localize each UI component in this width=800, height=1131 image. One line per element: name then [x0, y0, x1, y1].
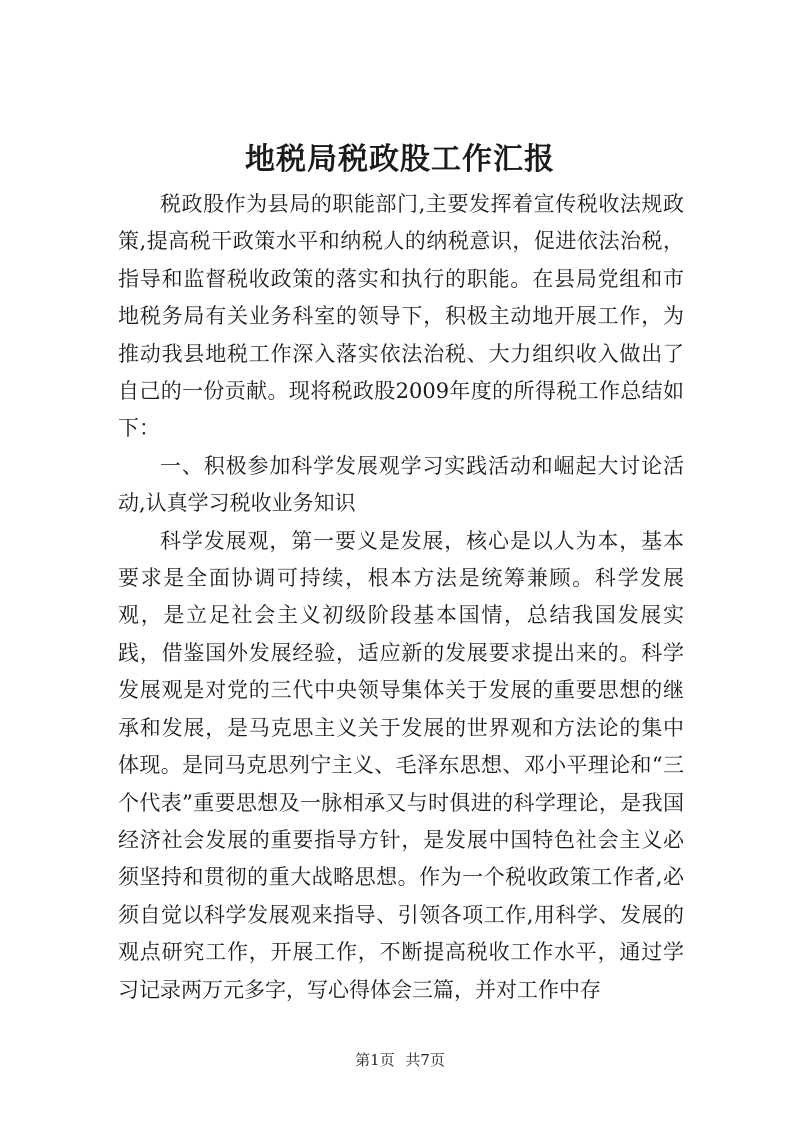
paragraph-scientific-development: 科学发展观，第一要义是发展，核心是以人为本，基本要求是全面协调可持续，根本方法是统筹兼顾。科学发展观，是立足社会主义初级阶段基本国情，总结我国发展实践，借鉴国外发展经验，适应新的发展要求提出来的。科学发展观是对党的三代中央领导集体关于发展的重要思想的继承和发展，是马克思主义关于发展的世界观和方法论的集中体现。是同马克思列宁主义、毛泽东思想、邓小平理论和“三个代表”重要思想及一脉相承又与时俱进的科学理论，是我国经济社会发展的重要指导方针，是发展中国特色社会主义必须坚持和贯彻的重大战略思想。作为一个税收政策工作者,必须自觉以科学发展观来指导、引领各项工作,用科学、发展的观点研究工作，开展工作，不断提高税收工作水平，通过学习记录两万元多字，写心得体会三篇，并对工作中存	[118, 528, 684, 1002]
document-body	[118, 186, 684, 1009]
page-number: 第1页	[355, 1051, 395, 1069]
document-title: 地税局税政股工作汇报	[245, 142, 555, 177]
paragraph-section-heading: 一、积极参加科学发展观学习实践活动和崛起大讨论活动,认真学习税收业务知识	[118, 453, 684, 516]
page-total: 共7页	[405, 1051, 445, 1069]
page-footer	[0, 1050, 800, 1070]
paragraph-intro: 税政股作为县局的职能部门,主要发挥着宣传税收法规政策,提高税干政策水平和纳税人的纳税意识，促进依法治税，指导和监督税收政策的落实和执行的职能。在县局党组和市地税务局有关业务科室的领导下，积极主动地开展工作，为推动我县地税工作深入落实依法治税、大力组织收入做出了自己的一份贡献。现将税政股2009年度的所得税工作总结如下：	[118, 192, 684, 441]
